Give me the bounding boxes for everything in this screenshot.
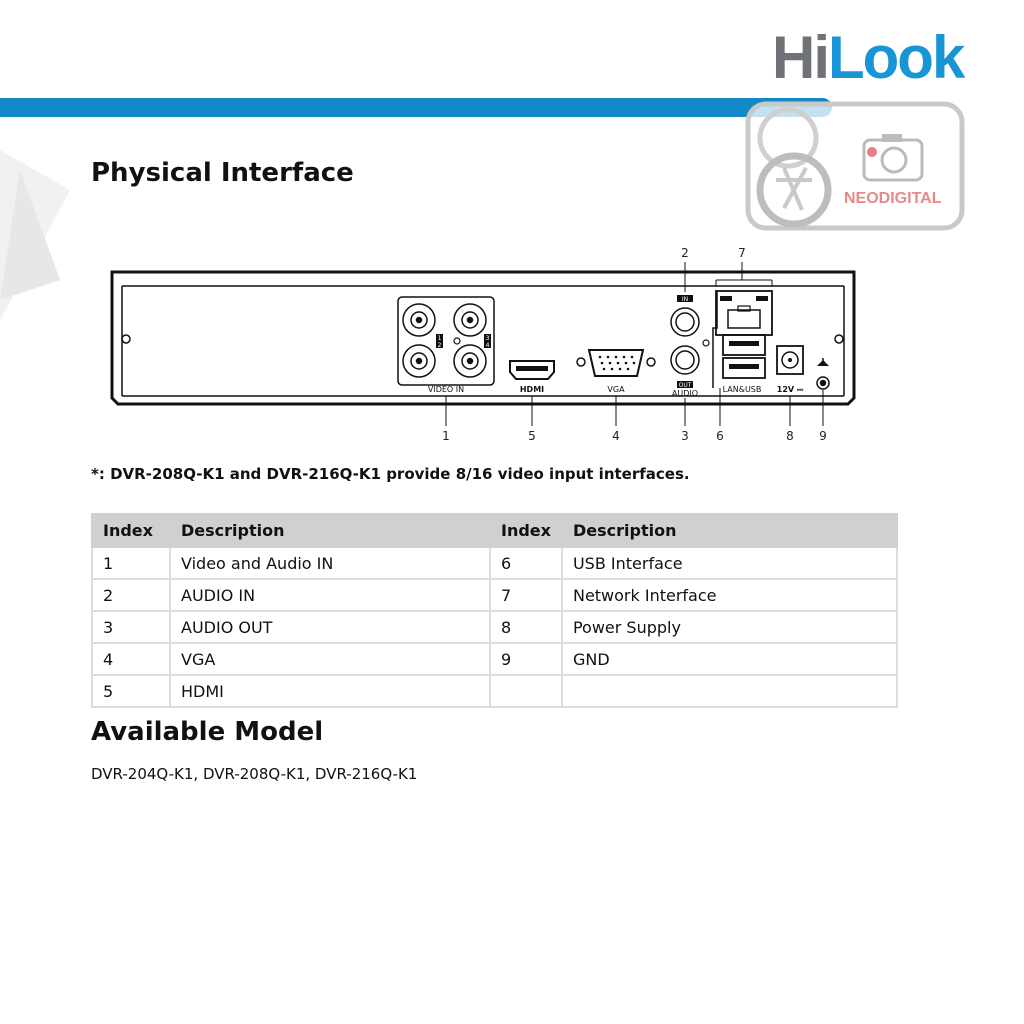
table-cell: 4 <box>92 643 170 675</box>
rear-panel-diagram <box>100 240 870 450</box>
table-row <box>92 579 897 611</box>
table-cell: Network Interface <box>562 579 897 611</box>
available-model-title: Available Model <box>91 717 324 747</box>
table-cell: GND <box>562 643 897 675</box>
lan-usb-label: LAN&USB <box>722 385 762 394</box>
table-row <box>92 675 897 707</box>
table-cell: 2 <box>92 579 170 611</box>
model-list: DVR-204Q-K1, DVR-208Q-K1, DVR-216Q-K1 <box>91 765 418 783</box>
callout-8: 8 <box>786 429 794 443</box>
table-cell: Video and Audio IN <box>170 547 490 579</box>
channel-label-1: 1 <box>437 335 442 342</box>
table-cell: 5 <box>92 675 170 707</box>
watermark-badge <box>744 100 966 232</box>
video-in-label: VIDEO IN <box>427 385 465 394</box>
callout-5: 5 <box>528 429 536 443</box>
table-cell: 9 <box>490 643 562 675</box>
table-row <box>92 611 897 643</box>
table-cell <box>490 675 562 707</box>
table-cell: AUDIO IN <box>170 579 490 611</box>
audio-in-label: IN <box>681 296 689 303</box>
table-row <box>92 643 897 675</box>
table-cell: 1 <box>92 547 170 579</box>
power-label: 12V ⎓ <box>776 385 804 394</box>
table-cell <box>562 675 897 707</box>
model-note: *: DVR-208Q-K1 and DVR-216Q-K1 provide 8/16 video input interfaces. <box>91 465 690 483</box>
table-cell: HDMI <box>170 675 490 707</box>
callout-9: 9 <box>819 429 827 443</box>
header-bar <box>0 98 832 117</box>
channel-label-4: 4 <box>485 342 490 349</box>
physical-interface-title: Physical Interface <box>91 158 354 188</box>
audio-label: AUDIO <box>671 389 699 398</box>
hdmi-label: HDMI <box>519 385 545 394</box>
table-cell: 6 <box>490 547 562 579</box>
table-header-row <box>92 514 897 547</box>
logo-look-text: Look <box>828 24 964 91</box>
channel-label-3: 3 <box>485 335 490 342</box>
channel-label-2: 2 <box>437 342 442 349</box>
table-header-index: Index <box>92 514 170 547</box>
table-cell: 7 <box>490 579 562 611</box>
decorative-shapes <box>0 130 90 330</box>
table-cell: VGA <box>170 643 490 675</box>
callout-2: 2 <box>681 246 689 260</box>
table-row <box>92 547 897 579</box>
table-cell: Power Supply <box>562 611 897 643</box>
vga-label: VGA <box>607 385 625 394</box>
callout-7: 7 <box>738 246 746 260</box>
table-header-description: Description <box>562 514 897 547</box>
logo-hi-text: Hi <box>772 24 828 91</box>
table-header-index: Index <box>490 514 562 547</box>
table-cell: 8 <box>490 611 562 643</box>
callout-3: 3 <box>681 429 689 443</box>
table-cell: USB Interface <box>562 547 897 579</box>
table-cell: 3 <box>92 611 170 643</box>
watermark-text: NEODIGITAL <box>844 190 942 207</box>
interface-table <box>91 513 898 708</box>
callout-4: 4 <box>612 429 620 443</box>
callout-1: 1 <box>442 429 450 443</box>
callout-6: 6 <box>716 429 724 443</box>
hilook-logo <box>772 24 964 91</box>
audio-out-label: OUT <box>678 382 692 389</box>
table-header-description: Description <box>170 514 490 547</box>
table-cell: AUDIO OUT <box>170 611 490 643</box>
